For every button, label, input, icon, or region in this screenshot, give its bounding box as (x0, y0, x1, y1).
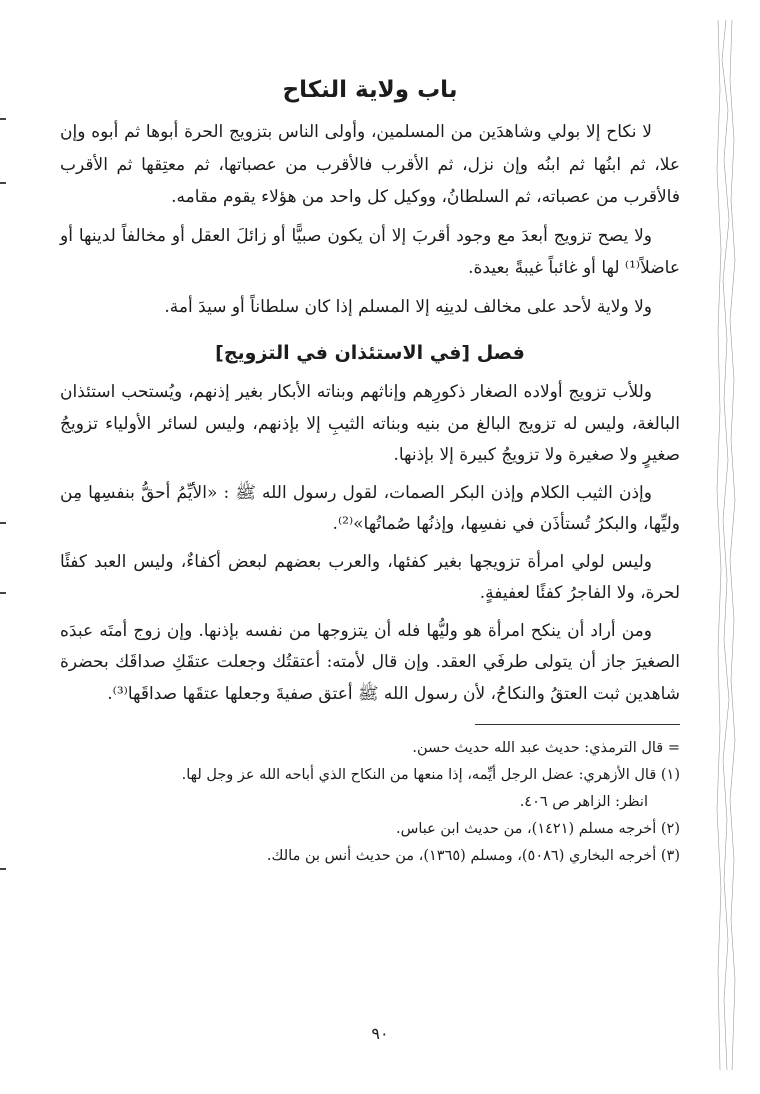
footnote: (١) قال الأزهري: عضل الرجل أيِّمه، إذا منعها من النكاح الذي أباحه الله عز وجل لها. (181, 767, 680, 783)
paragraph: وإذن الثيب الكلام وإذن البكر الصمات، لقول رسول الله ﷺ : «الأيِّمُ أحقُّ بنفسِها مِن وليِّها، والبكرُ تُستأذَن في نفسِها، وإذنُها صُماتُها»⁽²⁾. (60, 482, 680, 534)
section-two (60, 377, 680, 710)
book-page (60, 70, 680, 870)
footnotes (60, 735, 680, 870)
margin-mark (0, 868, 6, 870)
paragraph: ولا يصح تزويج أبعدَ مع وجود أقربَ إلا أن يكون صبيًّا أو زائلَ العقل أو مخالفاً لدينها أو عاضلاً⁽¹⁾ لها أو غائباً غيبةً بعيدة. (60, 225, 680, 278)
paragraph: ومن أراد أن ينكح امرأة هو وليُّها فله أن يتزوجها من نفسه بإذنها. وإن زوج أمتَه عبدَه الصغيرَ جاز أن يتولى طرفَي العقد. وإن قال لأمته: أعتقتُك وجعلت عتقَكِ صداقَك بحضرة شاهدين ثبت العتقُ والنكاحُ، لأن رسول الله ﷺ أعتق صفيةَ وجعلها عتقَها صداقَها⁽³⁾. (60, 620, 680, 704)
section-heading: فصل [في الاستئذان في التزويج] (215, 342, 525, 364)
footnote: = قال الترمذي: حديث عبد الله حديث حسن. (412, 740, 680, 756)
page-number: ٩٠ (371, 1024, 389, 1043)
footnote-continuation: انظر: الزاهر ص ٤٠٦. (519, 794, 648, 810)
margin-mark (0, 592, 6, 594)
footnote: (٢) أخرجه مسلم (١٤٢١)، من حديث ابن عباس. (396, 821, 680, 837)
margin-mark (0, 182, 6, 184)
margin-mark (0, 522, 6, 524)
paragraph: لا نكاح إلا بولي وشاهدَين من المسلمين، وأولى الناس بتزويج الحرة أبوها ثم أبوه وإن علا، ثم ابنُها ثم ابنُه وإن نزل، ثم الأقرب فالأقرب من عصباتها، ثم معتِقها ثم الأقرب فالأقرب من عصباته، ثم السلطانُ، ووكيل كل واحد من هؤلاء يقوم مقامه. (60, 122, 680, 207)
footnote-divider (475, 724, 680, 725)
paragraph: ولا ولاية لأحد على مخالف لدينِه إلا المسلم إذا كان سلطاناً أو سيدَ أمة. (164, 296, 652, 317)
paragraph: وللأب تزويج أولاده الصغار ذكورِهم وإناثهم وبناته الأبكار بغير إذنهم، ويُستحب استئذان البالغة، وليس له تزويج البالغ من بنيه وبناته الثيبِ إلا بإذنهم، وليس لسائر الأولياء تزويجُ صغيرٍ ولا صغيرة ولا تزويجُ كبيرة إلا بإذنها. (60, 382, 680, 465)
footnote: (٣) أخرجه البخاري (٥٠٨٦)، ومسلم (١٣٦٥)، من حديث أنس بن مالك. (266, 848, 680, 864)
chapter-title: باب ولاية النكاح (282, 77, 458, 103)
paragraph: وليس لولي امرأة تزويجها بغير كفئها، والعرب بعضهم لبعض أكفاءٌ، وليس العبد كفئًا لحرة، ولا الفاجرُ كفئًا لعفيفةٍ. (60, 551, 680, 603)
scanned-page-edge (712, 20, 740, 1070)
section-one (60, 116, 680, 323)
margin-mark (0, 118, 6, 120)
